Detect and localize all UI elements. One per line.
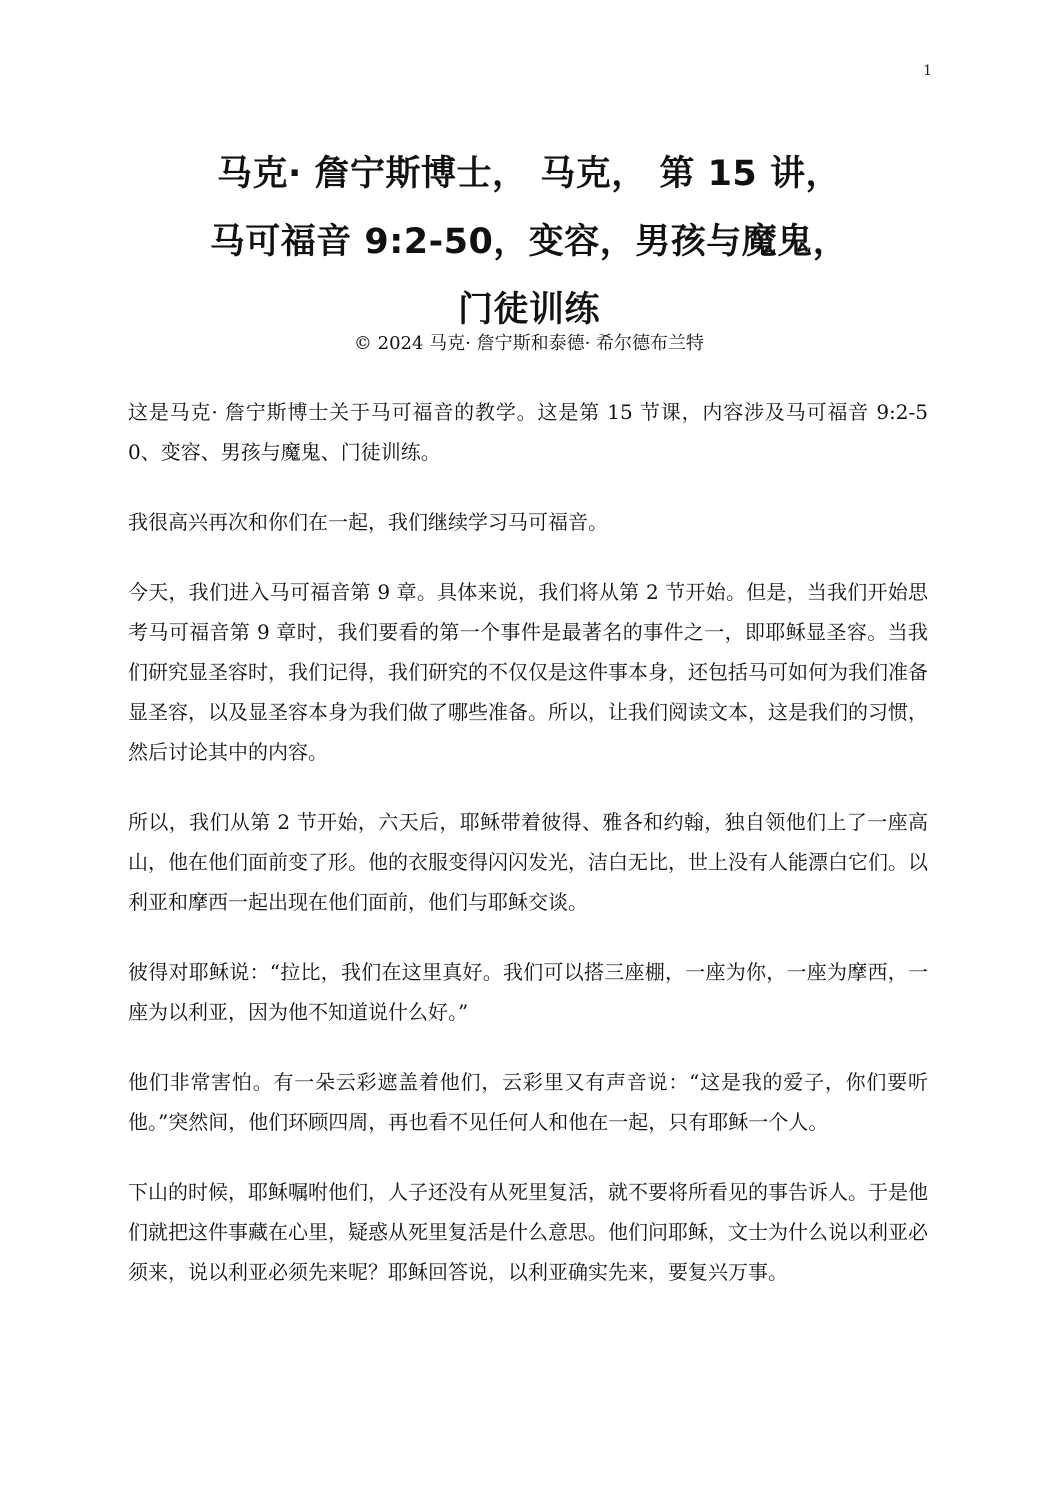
page-number: 1 bbox=[923, 63, 932, 79]
title-line-2: 马可福音 9:2-50，变容，男孩与魔鬼， bbox=[209, 222, 849, 262]
paragraph-1: 这是马克· 詹宁斯博士关于马可福音的教学。这是第 15 节课，内容涉及马可福音 9:2-50、变容、男孩与魔鬼、门徒训练。 bbox=[128, 400, 928, 464]
title-line-1: 马克· 詹宁斯博士， 马克， 第 15 讲， bbox=[217, 154, 841, 194]
paragraph-7: 下山的时候，耶稣嘱咐他们，人子还没有从死里复活，就不要将所看见的事告诉人。于是他们就把这件事藏在心里，疑惑从死里复活是什么意思。他们问耶稣，文士为什么说以利亚必须来，说以利亚必须先来呢？耶稣回答说，以利亚确实先来，要复兴万事。 bbox=[128, 1180, 928, 1284]
paragraph-6: 他们非常害怕。有一朵云彩遮盖着他们，云彩里又有声音说：“这是我的爱子，你们要听他。”突然间，他们环顾四周，再也看不见任何人和他在一起，只有耶稣一个人。 bbox=[128, 1070, 928, 1134]
document-title bbox=[0, 140, 1058, 344]
copyright-line: © 2024 马克· 詹宁斯和泰德· 希尔德布兰特 bbox=[353, 333, 705, 354]
paragraph-4: 所以，我们从第 2 节开始，六天后，耶稣带着彼得、雅各和约翰，独自领他们上了一座高山，他在他们面前变了形。他的衣服变得闪闪发光，洁白无比，世上没有人能漂白它们。以利亚和摩西一起出现在他们面前，他们与耶稣交谈。 bbox=[128, 810, 928, 914]
title-line-3: 门徒训练 bbox=[457, 290, 600, 330]
paragraph-3: 今天，我们进入马可福音第 9 章。具体来说，我们将从第 2 节开始。但是，当我们开始思考马可福音第 9 章时，我们要看的第一个事件是最著名的事件之一，即耶稣显圣容。当我们研究显圣容时，我们记得，我们研究的不仅仅是这件事本身，还包括马可如何为我们准备显圣容，以及显圣容本身为我们做了哪些准备。所以，让我们阅读文本，这是我们的习惯，然后讨论其中的内容。 bbox=[128, 580, 928, 764]
body-text bbox=[128, 392, 928, 1322]
paragraph-2: 我很高兴再次和你们在一起，我们继续学习马可福音。 bbox=[128, 510, 608, 534]
paragraph-5: 彼得对耶稣说：“拉比，我们在这里真好。我们可以搭三座棚，一座为你，一座为摩西，一座为以利亚，因为他不知道说什么好。” bbox=[128, 960, 928, 1024]
